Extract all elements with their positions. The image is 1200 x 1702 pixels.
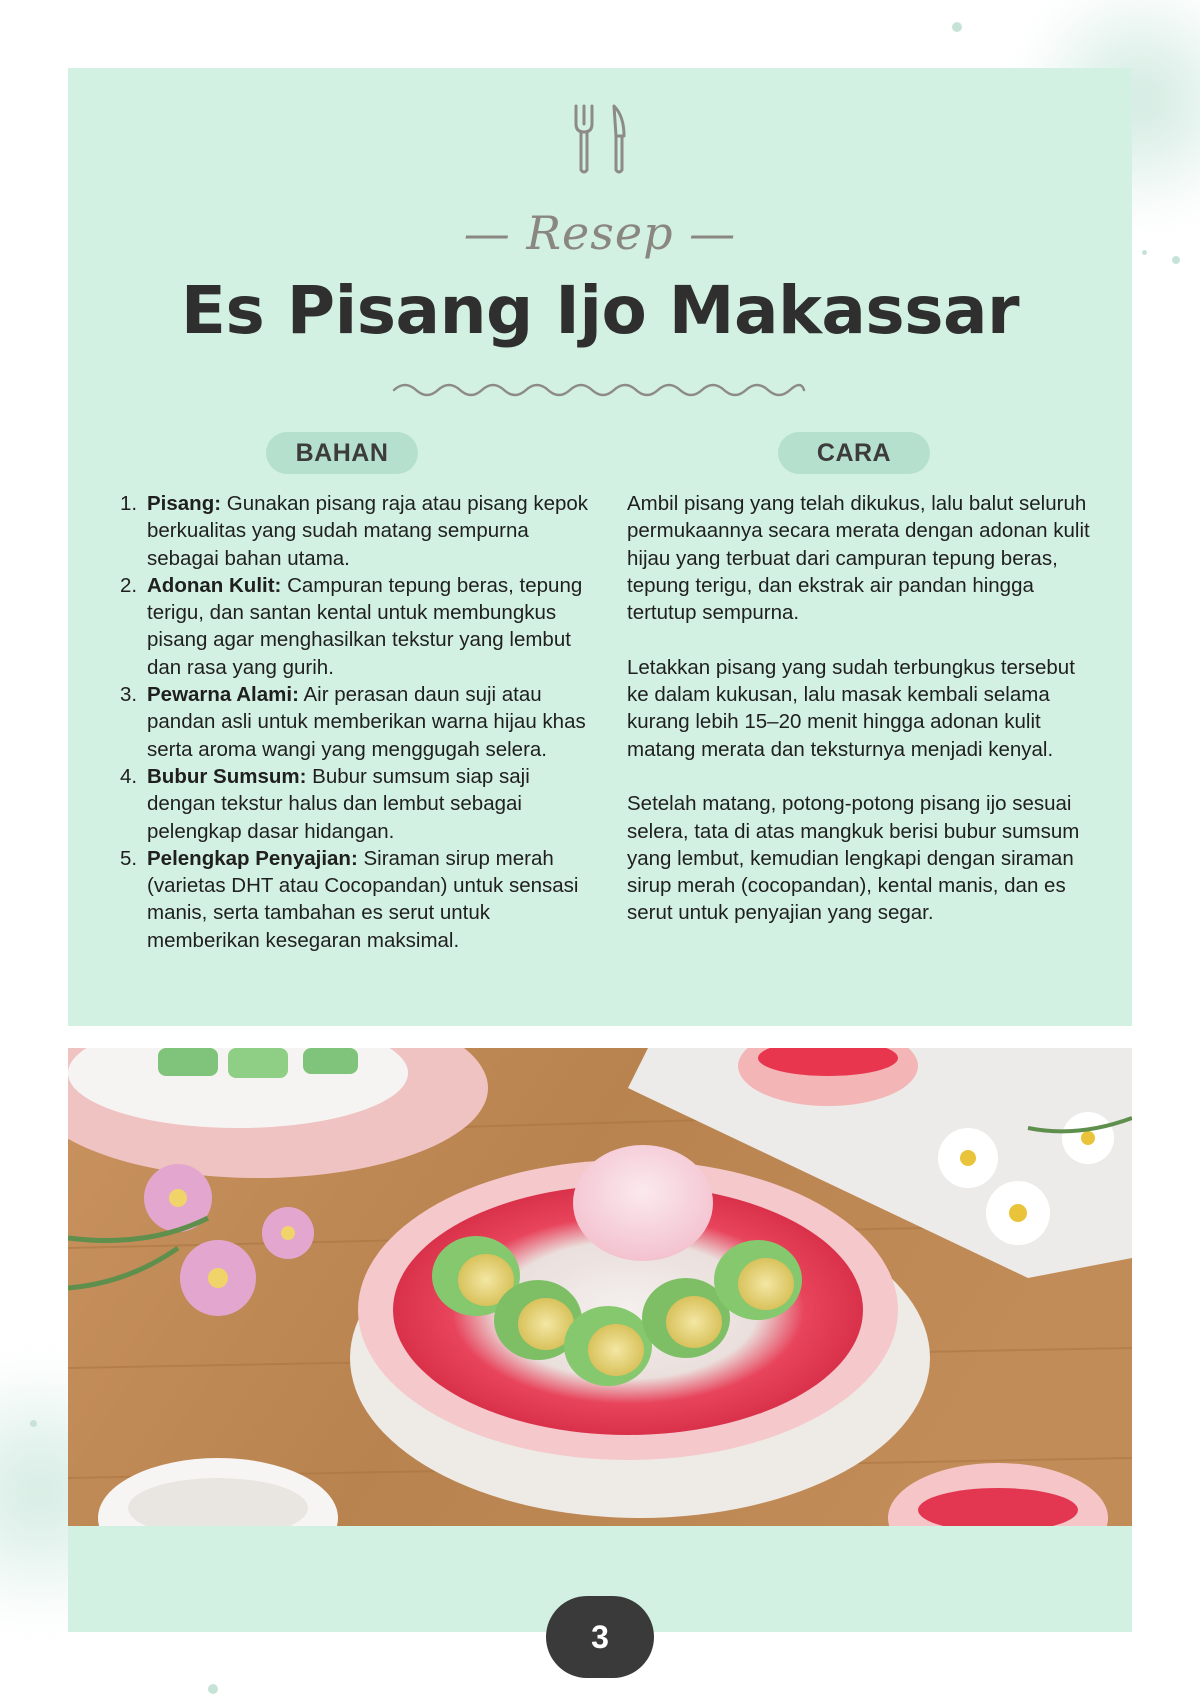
cara-heading: CARA <box>778 432 930 474</box>
item-text: Bubur sumsum siap saji dengan tekstur halus dan lembut sebagai pelengkap dasar hidangan. <box>147 764 530 843</box>
item-number: 5. <box>120 846 138 870</box>
item-text: Gunakan pisang raja atau pisang kepok berkualitas yang sudah matang sempurna sebagai bahan utama. <box>147 492 589 570</box>
item-number: 4. <box>120 764 138 788</box>
method-steps <box>627 490 1097 954</box>
list-item <box>120 681 590 763</box>
item-text: Campuran tepung beras, tepung terigu, dan santan kental untuk membungkus pisang agar menghasilkan tekstur yang lembut dan rasa yang gurih. <box>147 573 583 679</box>
ingredient-list <box>120 490 590 954</box>
list-item <box>120 572 590 681</box>
item-number: 3. <box>120 683 138 707</box>
step-paragraph: Ambil pisang yang telah dikukus, lalu balut seluruh permukaannya secara merata dengan adonan kulit hijau yang terbuat dari campuran tepung beras, tepung terigu, dan ekstrak air pandan hingga tertutup sempurna. <box>627 492 1090 625</box>
step-paragraph: Letakkan pisang yang sudah terbungkus tersebut ke dalam kukusan, lalu masak kembali selama kurang lebih 15–20 menit hingga adonan kulit matang merata dan teksturnya menjadi kenyal. <box>627 655 1075 761</box>
list-item <box>120 763 590 845</box>
list-item <box>120 490 590 572</box>
bahan-heading: BAHAN <box>266 432 418 474</box>
item-number: 2. <box>120 573 138 597</box>
dish-photo <box>68 1048 1132 1526</box>
decor-dot <box>208 1684 218 1694</box>
page-number-badge: 3 <box>546 1596 654 1678</box>
recipe-title: Es Pisang Ijo Makassar <box>180 272 1020 349</box>
item-text: Siraman sirup merah (varietas DHT atau Cocopandan) untuk sensasi manis, serta tambahan es serut untuk memberikan kesegaran maksimal. <box>147 846 579 952</box>
item-label: Pisang: <box>147 492 222 515</box>
fork-knife-icon <box>570 102 630 176</box>
recipe-kicker: — Resep — <box>463 206 737 260</box>
decor-dot <box>30 1420 37 1427</box>
step-paragraph: Setelah matang, potong-potong pisang ijo sesuai selera, tata di atas mangkuk berisi bubur sumsum yang lembut, kemudian lengkapi dengan siraman sirup merah (cocopandan), kental manis, dan es serut untuk penyajian yang segar. <box>627 792 1080 925</box>
item-label: Pelengkap Penyajian: <box>147 846 358 870</box>
wavy-divider <box>392 378 806 402</box>
dish-illustration <box>68 1048 1132 1526</box>
item-label: Bubur Sumsum: <box>147 764 307 788</box>
decor-dot <box>952 22 962 32</box>
item-number: 1. <box>120 492 138 515</box>
item-label: Pewarna Alami: <box>147 683 299 707</box>
item-text: Air perasan daun suji atau pandan asli untuk memberikan warna hijau khas serta aroma wangi yang menggugah selera. <box>147 683 586 761</box>
list-item <box>120 845 590 954</box>
item-label: Adonan Kulit: <box>147 573 282 597</box>
